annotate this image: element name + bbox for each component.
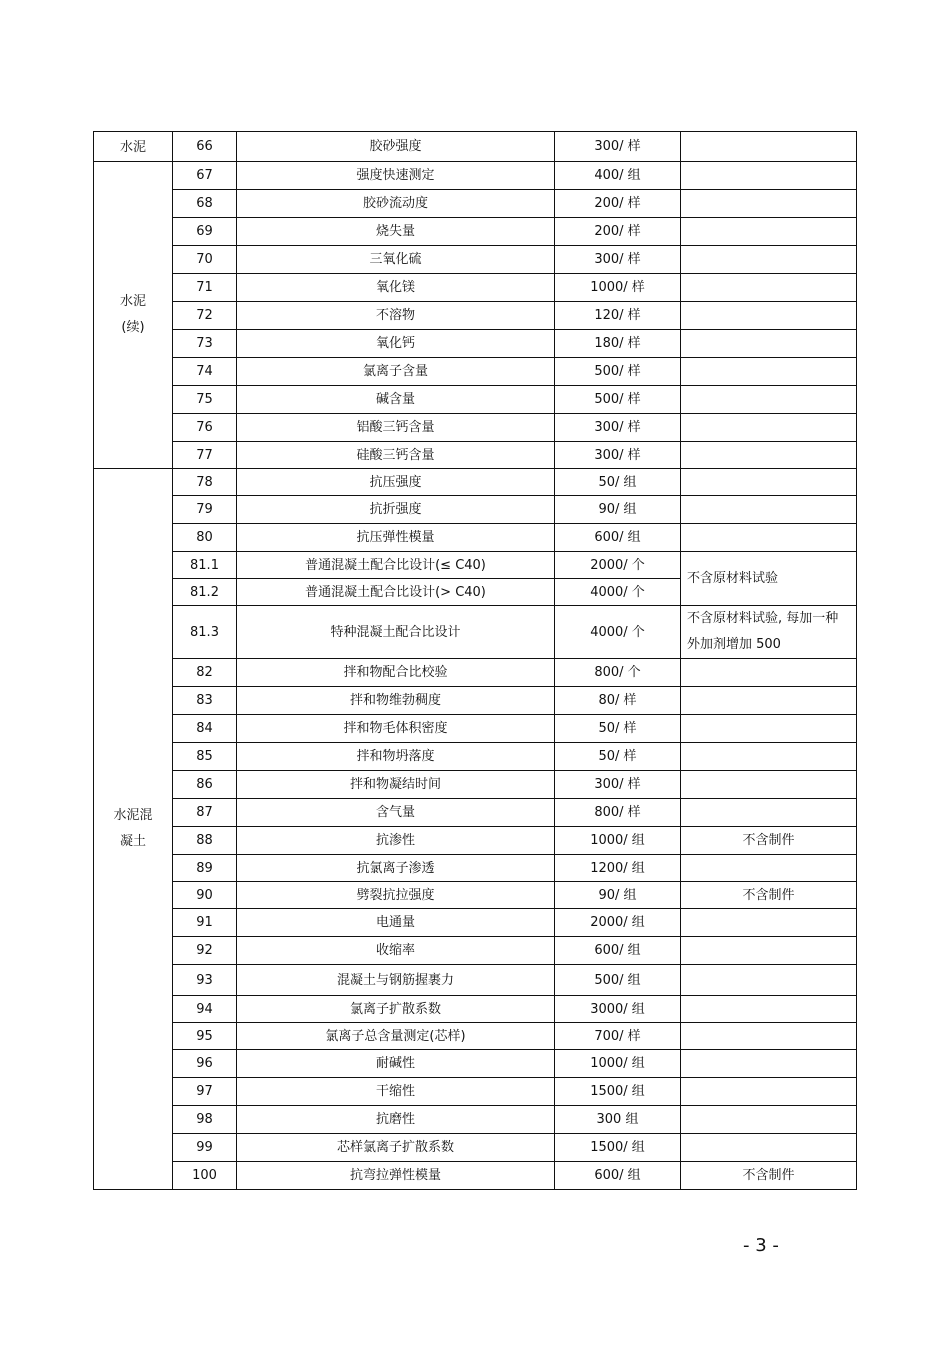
item-note: 不含制件 [681, 1162, 857, 1190]
item-note [681, 302, 857, 330]
table-row [94, 882, 857, 909]
table-row [94, 524, 857, 552]
table-row [94, 743, 857, 771]
item-name: 氧化钙 [237, 330, 555, 358]
table-row [94, 162, 857, 190]
item-number: 90 [173, 882, 237, 909]
category-label: 凝土 [119, 834, 146, 849]
item-note [681, 386, 857, 414]
item-note [681, 218, 857, 246]
price-table [93, 131, 857, 1190]
item-note [681, 190, 857, 218]
item-number: 98 [173, 1106, 237, 1134]
item-price: 50/ 样 [555, 743, 681, 771]
table-row [94, 771, 857, 799]
item-price: 90/ 组 [555, 882, 681, 909]
item-note [681, 1023, 857, 1050]
item-note [681, 996, 857, 1023]
item-number: 86 [173, 771, 237, 799]
item-number: 73 [173, 330, 237, 358]
item-number: 69 [173, 218, 237, 246]
item-price: 200/ 样 [555, 218, 681, 246]
item-name: 铝酸三钙含量 [237, 414, 555, 442]
item-name: 抗磨性 [237, 1106, 555, 1134]
table-row [94, 1023, 857, 1050]
item-price: 800/ 样 [555, 799, 681, 827]
item-note [681, 855, 857, 882]
item-name: 劈裂抗拉强度 [237, 882, 555, 909]
item-number: 68 [173, 190, 237, 218]
item-name: 氯离子含量 [237, 358, 555, 386]
item-number: 97 [173, 1078, 237, 1106]
table-row [94, 414, 857, 442]
item-number: 95 [173, 1023, 237, 1050]
item-number: 85 [173, 743, 237, 771]
item-number: 81.2 [173, 579, 237, 606]
table-row [94, 246, 857, 274]
item-name: 胶砂流动度 [237, 190, 555, 218]
item-number: 75 [173, 386, 237, 414]
item-note [681, 162, 857, 190]
item-note [681, 1134, 857, 1162]
item-name: 抗氯离子渗透 [237, 855, 555, 882]
item-price: 300 组 [555, 1106, 681, 1134]
item-name: 芯样氯离子扩散系数 [237, 1134, 555, 1162]
item-name: 抗渗性 [237, 827, 555, 855]
item-name: 不溶物 [237, 302, 555, 330]
item-price: 50/ 组 [555, 469, 681, 496]
category-cement-cont [94, 162, 173, 469]
table-row [94, 937, 857, 965]
item-name: 普通混凝土配合比设计(> C40) [237, 579, 555, 606]
item-note [681, 909, 857, 937]
item-price: 300/ 样 [555, 442, 681, 469]
table-row [94, 606, 857, 659]
table-row [94, 1134, 857, 1162]
item-name: 抗弯拉弹性模量 [237, 1162, 555, 1190]
item-note [681, 358, 857, 386]
item-price: 300/ 样 [555, 132, 681, 162]
item-note [681, 132, 857, 162]
item-name: 拌和物维勃稠度 [237, 687, 555, 715]
item-price: 2000/ 组 [555, 909, 681, 937]
item-number: 80 [173, 524, 237, 552]
item-price: 1000/ 组 [555, 827, 681, 855]
table-row [94, 1050, 857, 1078]
item-number: 74 [173, 358, 237, 386]
item-number: 93 [173, 965, 237, 996]
item-price: 400/ 组 [555, 162, 681, 190]
table-row [94, 1162, 857, 1190]
item-number: 71 [173, 274, 237, 302]
item-price: 300/ 样 [555, 246, 681, 274]
item-number: 84 [173, 715, 237, 743]
item-price: 800/ 个 [555, 659, 681, 687]
item-number: 72 [173, 302, 237, 330]
item-price: 2000/ 个 [555, 552, 681, 579]
table-row [94, 218, 857, 246]
item-price: 1000/ 样 [555, 274, 681, 302]
item-price: 4000/ 个 [555, 606, 681, 659]
item-price: 300/ 样 [555, 414, 681, 442]
item-note [681, 743, 857, 771]
table-row [94, 715, 857, 743]
item-price: 1500/ 组 [555, 1134, 681, 1162]
table-row [94, 965, 857, 996]
table-row [94, 132, 857, 162]
item-number: 70 [173, 246, 237, 274]
table-row [94, 659, 857, 687]
item-note: 不含制件 [681, 827, 857, 855]
category-label: 水泥混 [113, 808, 153, 823]
item-note [681, 274, 857, 302]
item-price: 1000/ 组 [555, 1050, 681, 1078]
item-price: 700/ 样 [555, 1023, 681, 1050]
item-number: 77 [173, 442, 237, 469]
item-note [681, 799, 857, 827]
item-name: 拌和物毛体积密度 [237, 715, 555, 743]
item-note [681, 1078, 857, 1106]
table-row [94, 909, 857, 937]
table-row [94, 442, 857, 469]
table-row [94, 469, 857, 496]
item-name: 氯离子总含量测定(芯样) [237, 1023, 555, 1050]
item-number: 89 [173, 855, 237, 882]
item-number: 99 [173, 1134, 237, 1162]
item-number: 87 [173, 799, 237, 827]
item-name: 特种混凝土配合比设计 [237, 606, 555, 659]
item-price: 90/ 组 [555, 496, 681, 524]
item-note [681, 659, 857, 687]
item-name: 硅酸三钙含量 [237, 442, 555, 469]
item-price: 80/ 样 [555, 687, 681, 715]
item-note [681, 469, 857, 496]
item-price: 600/ 组 [555, 1162, 681, 1190]
item-name: 烧失量 [237, 218, 555, 246]
item-name: 电通量 [237, 909, 555, 937]
item-note [681, 414, 857, 442]
item-name: 普通混凝土配合比设计(≤ C40) [237, 552, 555, 579]
item-number: 100 [173, 1162, 237, 1190]
table-row [94, 1106, 857, 1134]
item-number: 91 [173, 909, 237, 937]
table-row [94, 996, 857, 1023]
item-number: 66 [173, 132, 237, 162]
item-number: 94 [173, 996, 237, 1023]
item-note: 不含制件 [681, 882, 857, 909]
item-name: 含气量 [237, 799, 555, 827]
item-number: 79 [173, 496, 237, 524]
item-name: 碱含量 [237, 386, 555, 414]
item-price: 200/ 样 [555, 190, 681, 218]
item-note [681, 1106, 857, 1134]
item-name: 抗压弹性模量 [237, 524, 555, 552]
item-number: 81.3 [173, 606, 237, 659]
category-concrete [94, 469, 173, 1190]
item-name: 混凝土与钢筋握裹力 [237, 965, 555, 996]
item-note [681, 246, 857, 274]
item-number: 67 [173, 162, 237, 190]
item-note [681, 496, 857, 524]
item-name: 氯离子扩散系数 [237, 996, 555, 1023]
table-row [94, 302, 857, 330]
item-price: 4000/ 个 [555, 579, 681, 606]
item-price: 500/ 组 [555, 965, 681, 996]
table-row [94, 386, 857, 414]
item-number: 76 [173, 414, 237, 442]
table-row [94, 1078, 857, 1106]
category-cement: 水泥 [94, 132, 173, 162]
table-row [94, 358, 857, 386]
item-note [681, 715, 857, 743]
item-name: 干缩性 [237, 1078, 555, 1106]
item-number: 83 [173, 687, 237, 715]
item-price: 600/ 组 [555, 524, 681, 552]
item-name: 抗压强度 [237, 469, 555, 496]
item-number: 78 [173, 469, 237, 496]
table-row [94, 687, 857, 715]
item-price: 500/ 样 [555, 358, 681, 386]
item-name: 强度快速测定 [237, 162, 555, 190]
table-row [94, 799, 857, 827]
item-price: 1500/ 组 [555, 1078, 681, 1106]
table-row [94, 827, 857, 855]
table-row [94, 496, 857, 524]
item-note [681, 687, 857, 715]
item-name: 氧化镁 [237, 274, 555, 302]
item-note [681, 1050, 857, 1078]
item-price: 120/ 样 [555, 302, 681, 330]
item-note [681, 937, 857, 965]
item-note [681, 442, 857, 469]
item-note [681, 524, 857, 552]
item-note: 不含原材料试验 [681, 552, 857, 606]
item-price: 180/ 样 [555, 330, 681, 358]
item-note [681, 965, 857, 996]
table-row [94, 855, 857, 882]
item-note [681, 771, 857, 799]
item-price: 300/ 样 [555, 771, 681, 799]
page-number: - 3 - [743, 1235, 779, 1256]
item-name: 拌和物配合比校验 [237, 659, 555, 687]
item-price: 600/ 组 [555, 937, 681, 965]
item-name: 耐碱性 [237, 1050, 555, 1078]
item-price: 3000/ 组 [555, 996, 681, 1023]
item-name: 抗折强度 [237, 496, 555, 524]
item-note: 不含原材料试验, 每加一种外加剂增加 500 [681, 606, 857, 659]
table-row [94, 552, 857, 579]
item-price: 1200/ 组 [555, 855, 681, 882]
item-name: 收缩率 [237, 937, 555, 965]
item-name: 三氧化硫 [237, 246, 555, 274]
category-label: 水泥 [119, 294, 146, 309]
table-row [94, 190, 857, 218]
item-price: 50/ 样 [555, 715, 681, 743]
table-row [94, 274, 857, 302]
item-name: 胶砂强度 [237, 132, 555, 162]
item-number: 81.1 [173, 552, 237, 579]
item-name: 拌和物凝结时间 [237, 771, 555, 799]
item-name: 拌和物坍落度 [237, 743, 555, 771]
item-price: 500/ 样 [555, 386, 681, 414]
table-row [94, 330, 857, 358]
item-note [681, 330, 857, 358]
item-number: 96 [173, 1050, 237, 1078]
item-number: 88 [173, 827, 237, 855]
item-number: 82 [173, 659, 237, 687]
category-label: (续) [121, 320, 145, 335]
item-number: 92 [173, 937, 237, 965]
